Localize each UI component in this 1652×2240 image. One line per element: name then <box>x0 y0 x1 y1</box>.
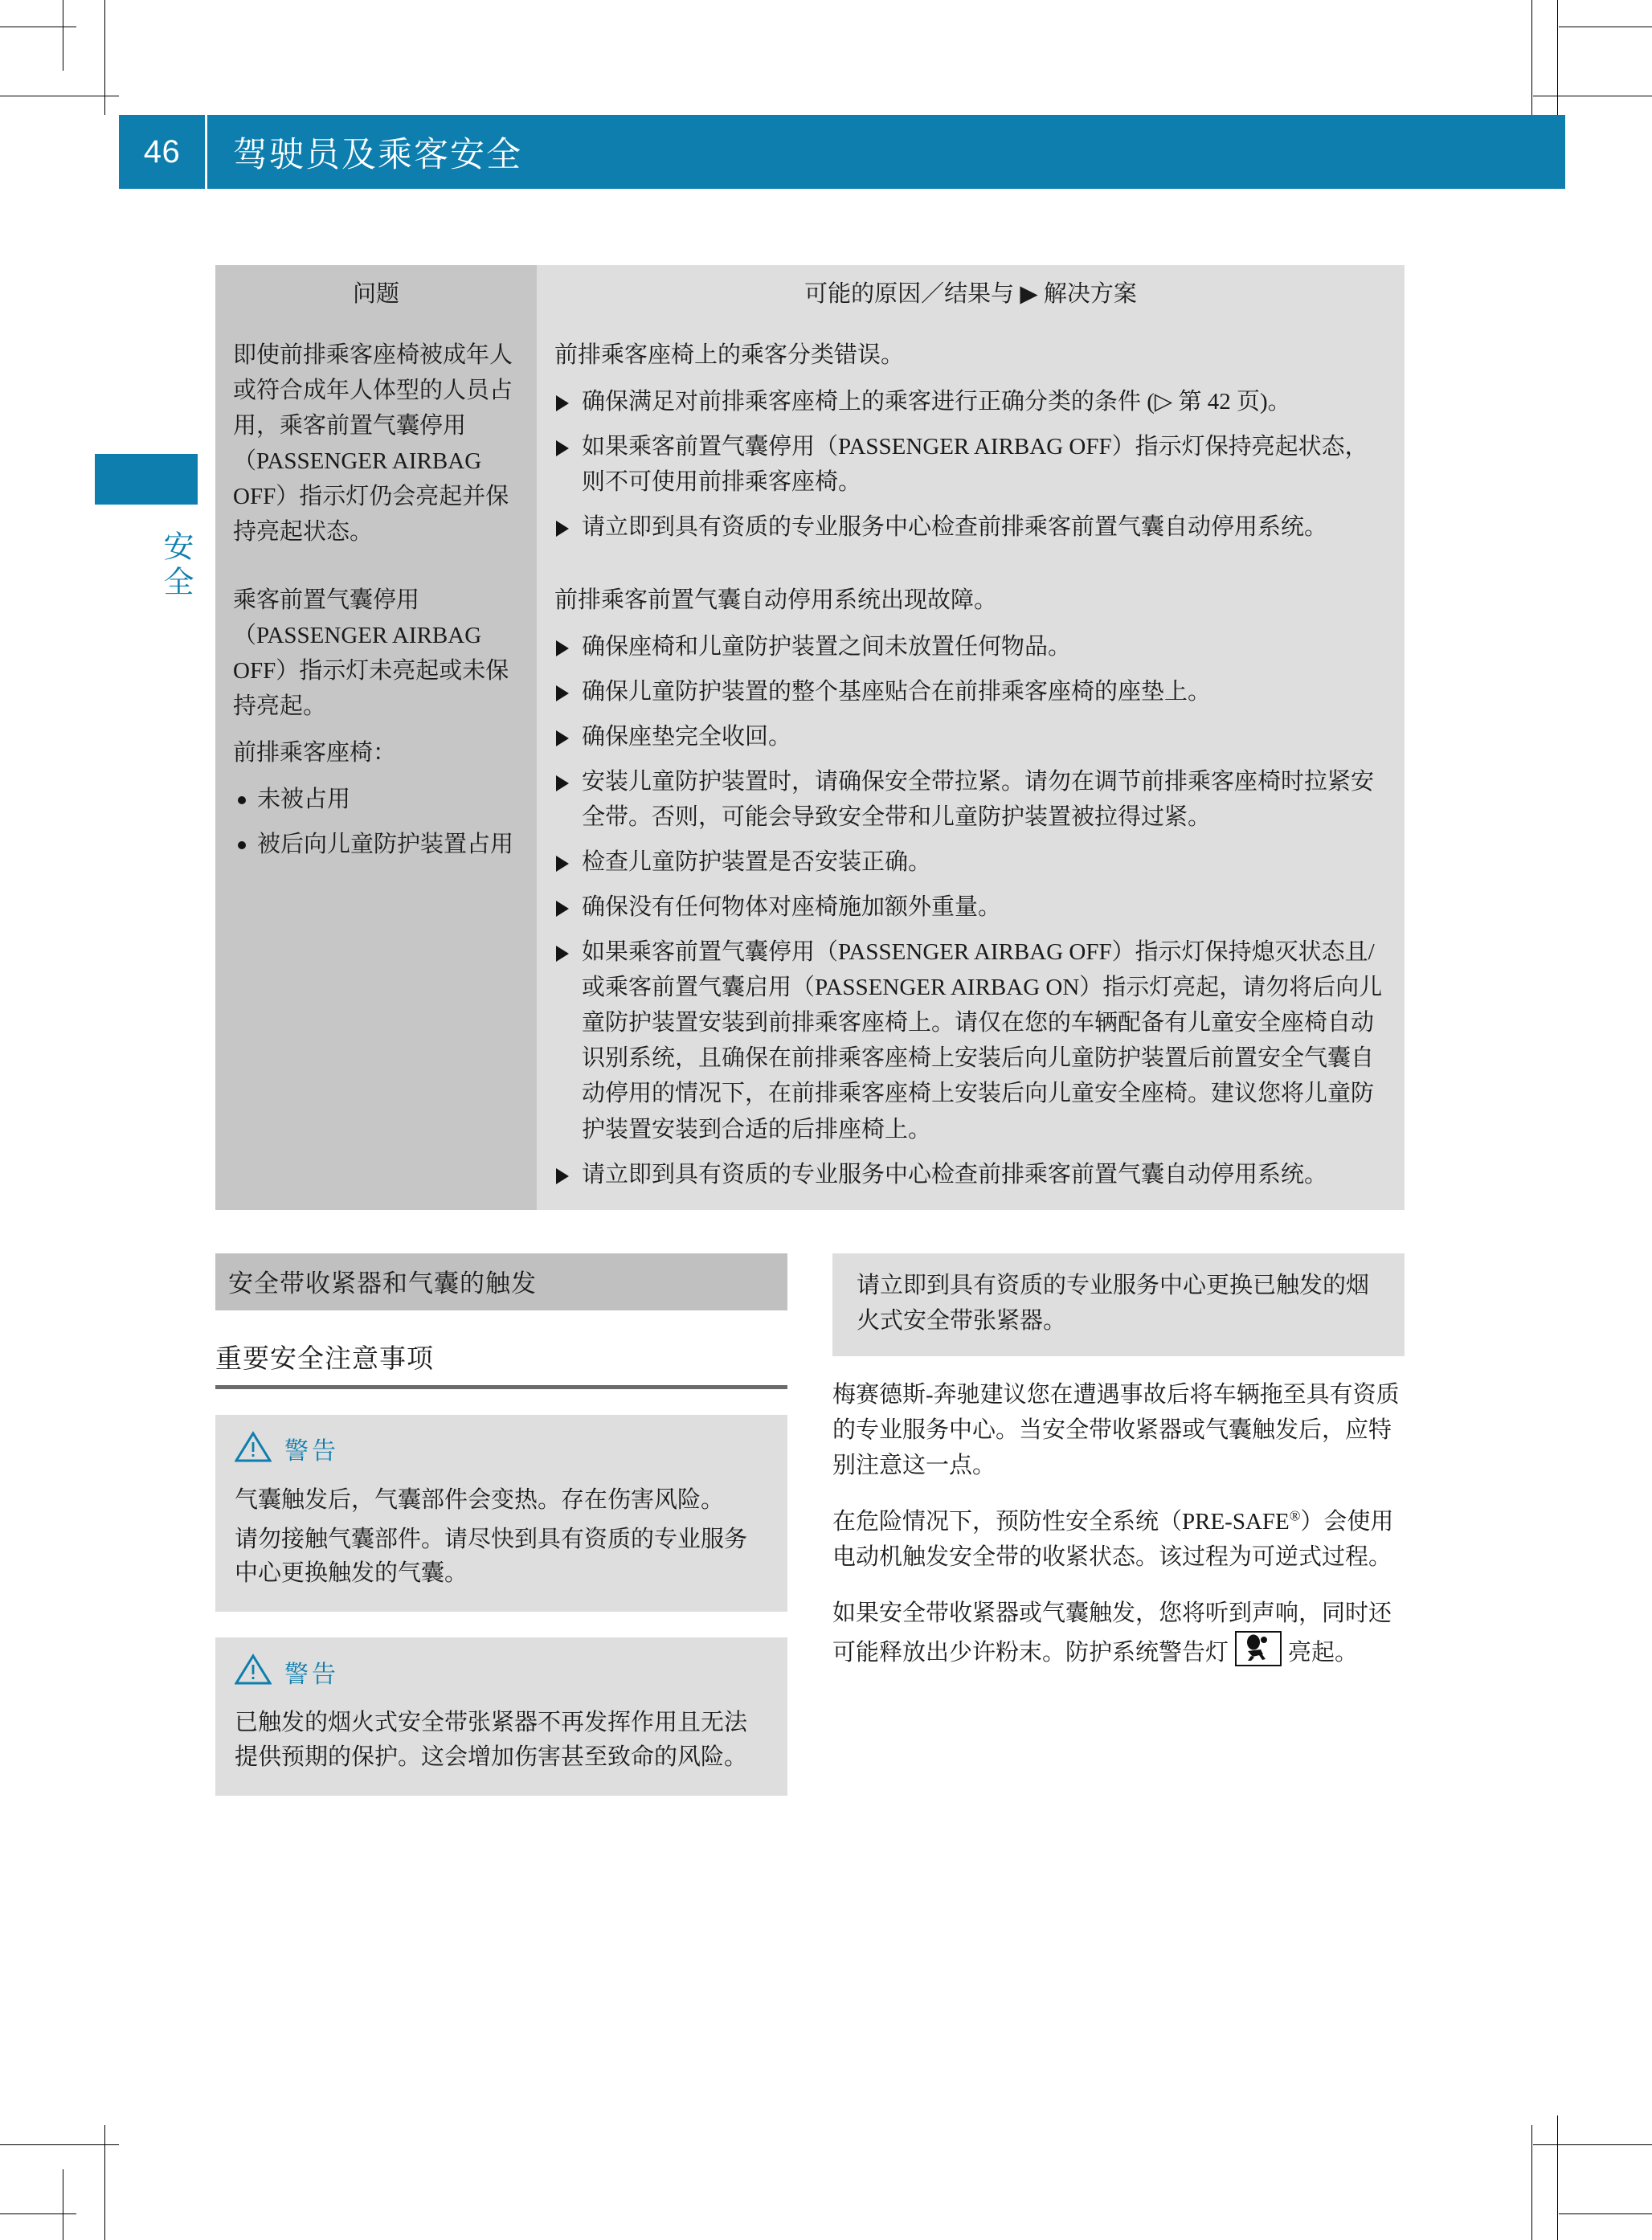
subsection-heading: 重要安全注意事项 <box>215 1338 787 1389</box>
page-title: 驾驶员及乘客安全 <box>233 135 522 174</box>
solution-item: 确保座椅和儿童防护装置之间未放置任何物品。 <box>554 629 1387 664</box>
table-row <box>215 568 1405 1210</box>
problem-condition-list <box>233 782 519 862</box>
column-header-problem: 问题 <box>215 265 537 323</box>
crop-mark-bottom-right-vertical <box>1531 2125 1532 2240</box>
crop-mark-bottom-right-horizontal <box>1533 2144 1652 2145</box>
crop-mark-bottom-left-horizontal <box>0 2144 119 2145</box>
lower-left-column <box>215 1253 787 1796</box>
chapter-tab-label: 安全 <box>158 530 192 601</box>
problem-text: 即使前排乘客座椅被成年人或符合成年人体型的人员占用，乘客前置气囊停用（PASSENGER AIRBAG OFF）指示灯仍会亮起并保持亮起状态。 <box>233 342 513 546</box>
page-header <box>119 115 1565 189</box>
warning-text: 已触发的烟火式安全带张紧器不再发挥作用且无法提供预期的保护。这会增加伤害甚至致命的风险。 <box>235 1710 748 1771</box>
srs-airbag-warning-lamp-icon <box>1235 1631 1282 1666</box>
warning-box <box>215 1415 787 1613</box>
solution-item: 请立即到具有资质的专业服务中心检查前排乘客前置气囊自动停用系统。 <box>554 1157 1387 1192</box>
warning-box <box>215 1637 787 1796</box>
crop-mark-top-right-inner-vertical <box>1557 0 1558 125</box>
page-content <box>215 265 1405 1796</box>
paragraph-text-after-icon: 亮起。 <box>1288 1640 1359 1666</box>
solution-list <box>554 629 1387 1192</box>
table-row <box>215 323 1405 567</box>
warning-triangle-icon <box>235 1431 272 1474</box>
crop-mark-bottom-left-inner-horizontal <box>0 2213 76 2214</box>
warning-triangle-icon <box>235 1653 272 1696</box>
solution-item: 确保没有任何物体对座椅施加额外重量。 <box>554 889 1387 925</box>
cell-cause-solution <box>537 323 1405 567</box>
section-heading: 安全带收紧器和气囊的触发 <box>215 1253 787 1310</box>
problem-subheading: 前排乘客座椅： <box>233 739 397 766</box>
solution-list <box>554 384 1387 545</box>
list-item: 未被占用 <box>233 782 519 817</box>
body-paragraph: 梅赛德斯-奔驰建议您在遭遇事故后将车辆拖至具有资质的专业服务中心。当安全带收紧器或气囊触发后，应特别注意这一点。 <box>832 1381 1400 1479</box>
crop-mark-top-left-vertical <box>104 0 105 115</box>
body-paragraph-text: 在危险情况下，预防性安全系统（PRE-SAFE®）会使用电动机触发安全带的收紧状态。该过程为可逆式过程。 <box>832 1507 1394 1571</box>
cell-problem <box>215 323 537 567</box>
paragraph-text-before-icon: 如果安全带收紧器或气囊触发，您将听到声响，同时还可能释放出少许粉末。防护系统警告灯 <box>832 1600 1392 1666</box>
lower-right-column <box>832 1253 1405 1796</box>
solution-item: 如果乘客前置气囊停用（PASSENGER AIRBAG OFF）指示灯保持熄灭状态且/或乘客前置气囊启用（PASSENGER AIRBAG ON）指示灯亮起，请勿将后向儿童防护装置安装到前排乘客座椅上。请仅在您的车辆配备有儿童安全座椅自动识别系统，且确保在前排乘客座椅上安装后向儿童防护装置后前置安全气囊自动停用的情况下，在前排乘客座椅上安装后向儿童安全座椅。建议您将儿童防护装置安装到合适的后排座椅上。 <box>554 934 1387 1147</box>
crop-mark-bottom-left-vertical <box>104 2125 105 2240</box>
warning-header <box>235 1653 768 1696</box>
solution-item: 检查儿童防护装置是否安装正确。 <box>554 844 1387 880</box>
body-paragraph <box>832 1504 1405 1575</box>
solution-item: 确保座垫完全收回。 <box>554 719 1387 754</box>
table-header-row <box>215 265 1405 323</box>
chapter-tab-marker <box>95 454 198 505</box>
cell-cause-solution <box>537 568 1405 1210</box>
solution-item: 如果乘客前置气囊停用（PASSENGER AIRBAG OFF）指示灯保持亮起状态，则不可使用前排乘客座椅。 <box>554 429 1387 500</box>
crop-mark-top-right-vertical <box>1531 0 1532 115</box>
cause-text: 前排乘客座椅上的乘客分类错误。 <box>554 342 905 369</box>
lower-section <box>215 1253 1405 1796</box>
warning-text: 气囊触发后，气囊部件会变热。存在伤害风险。 <box>235 1486 725 1513</box>
body-paragraph-with-icon <box>832 1596 1405 1670</box>
column-header-cause-solution: 可能的原因／结果与 ▶ 解决方案 <box>537 265 1405 323</box>
solution-item: 安装儿童防护装置时，请确保安全带拉紧。请勿在调节前排乘客座椅时拉紧安全带。否则，可能会导致安全带和儿童防护装置被拉得过紧。 <box>554 764 1387 835</box>
cause-text: 前排乘客前置气囊自动停用系统出现故障。 <box>554 587 998 613</box>
solution-item: 请立即到具有资质的专业服务中心检查前排乘客前置气囊自动停用系统。 <box>554 509 1387 545</box>
warning-label: 警告 <box>284 1437 339 1465</box>
warning-header <box>235 1431 768 1474</box>
warning-text: 请勿接触气囊部件。请尽快到具有资质的专业服务中心更换触发的气囊。 <box>235 1526 748 1587</box>
warning-label: 警告 <box>284 1661 339 1688</box>
list-item: 被后向儿童防护装置占用 <box>233 827 519 862</box>
crop-mark-bottom-right-inner-horizontal <box>1559 2213 1652 2214</box>
solution-item: 确保满足对前排乘客座椅上的乘客进行正确分类的条件 (▷ 第 42 页)。 <box>554 384 1387 419</box>
troubleshooting-table <box>215 265 1405 1210</box>
continued-warning-note: 请立即到具有资质的专业服务中心更换已触发的烟火式安全带张紧器。 <box>832 1253 1405 1356</box>
solution-item: 确保儿童防护装置的整个基座贴合在前排乘客座椅的座垫上。 <box>554 674 1387 709</box>
page-number: 46 <box>143 133 181 170</box>
cell-problem <box>215 568 537 1210</box>
problem-text: 乘客前置气囊停用（PASSENGER AIRBAG OFF）指示灯未亮起或未保持亮起。 <box>233 587 509 719</box>
crop-mark-bottom-right-inner-vertical <box>1557 2115 1558 2240</box>
